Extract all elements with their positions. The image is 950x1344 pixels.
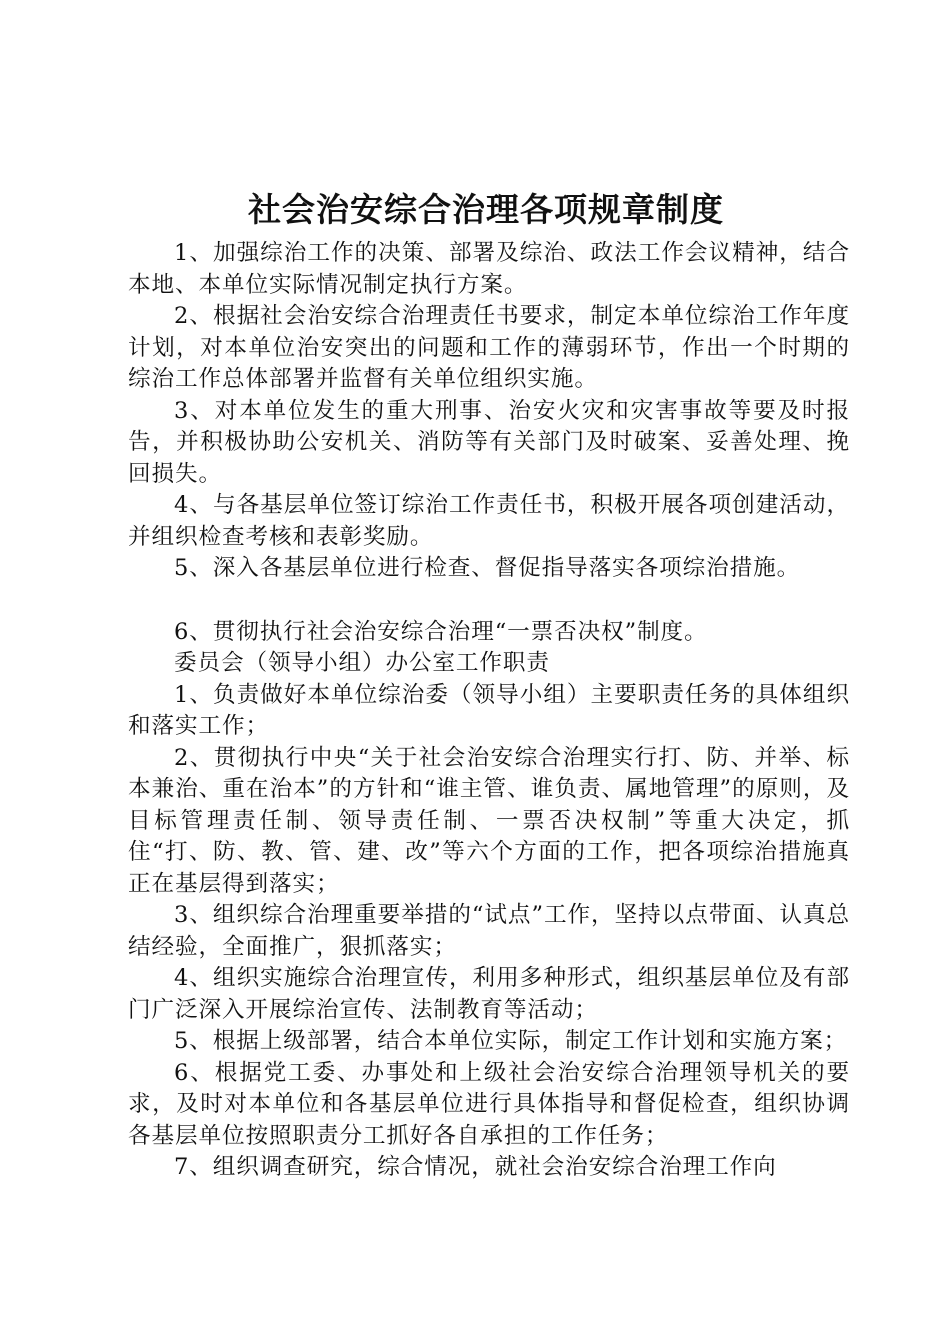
paragraph: 5、深入各基层单位进行检查、督促指导落实各项综治措施。: [174, 555, 801, 581]
blank-line: [128, 585, 850, 617]
section-heading: 委员会（领导小组）办公室工作职责: [174, 650, 550, 676]
paragraph: 7、组织调查研究，综合情况，就社会治安综合治理工作向: [174, 1154, 777, 1180]
paragraph: 2、贯彻执行中央“关于社会治安综合治理实行打、防、并举、标本兼治、重在治本”的方针和“谁主管、谁负责、属地管理”的原则，及目标管理责任制、领导责任制、一票否决权制”等重大决定，抓住“打、防、教、管、建、改”等六个方面的工作，把各项综治措施真正在基层得到落实；: [128, 744, 850, 897]
duties-section: [128, 617, 850, 1184]
paragraph: 5、根据上级部署，结合本单位实际，制定工作计划和实施方案；: [174, 1028, 848, 1054]
paragraph: 1、加强综治工作的决策、部署及综治、政法工作会议精神，结合本地、本单位实际情况制定执行方案。: [128, 240, 850, 298]
paragraph: 2、根据社会治安综合治理责任书要求，制定本单位综治工作年度计划，对本单位治安突出的问题和工作的薄弱环节，作出一个时期的综治工作总体部署并监督有关单位组织实施。: [128, 303, 850, 392]
paragraph: 3、组织综合治理重要举措的“试点”工作，坚持以点带面、认真总结经验，全面推广，狠抓落实；: [128, 902, 850, 960]
rules-section: [128, 238, 850, 585]
document-page: [128, 182, 850, 1184]
paragraph: 6、根据党工委、办事处和上级社会治安综合治理领导机关的要求，及时对本单位和各基层单位进行具体指导和督促检查，组织协调各基层单位按照职责分工抓好各自承担的工作任务；: [128, 1059, 850, 1149]
paragraph: 3、对本单位发生的重大刑事、治安火灾和灾害事故等要及时报告，并积极协助公安机关、消防等有关部门及时破案、妥善处理、挽回损失。: [128, 397, 850, 487]
paragraph: 1、负责做好本单位综治委（领导小组）主要职责任务的具体组织和落实工作；: [128, 681, 850, 739]
paragraph: 6、贯彻执行社会治安综合治理“一票否决权”制度。: [174, 618, 708, 645]
document-title: 社会治安综合治理各项规章制度: [248, 190, 724, 229]
paragraph: 4、组织实施综合治理宣传，利用多种形式，组织基层单位及有部门广泛深入开展综治宣传、法制教育等活动；: [128, 965, 850, 1023]
paragraph: 4、与各基层单位签订综治工作责任书，积极开展各项创建活动，并组织检查考核和表彰奖励。: [128, 492, 850, 550]
